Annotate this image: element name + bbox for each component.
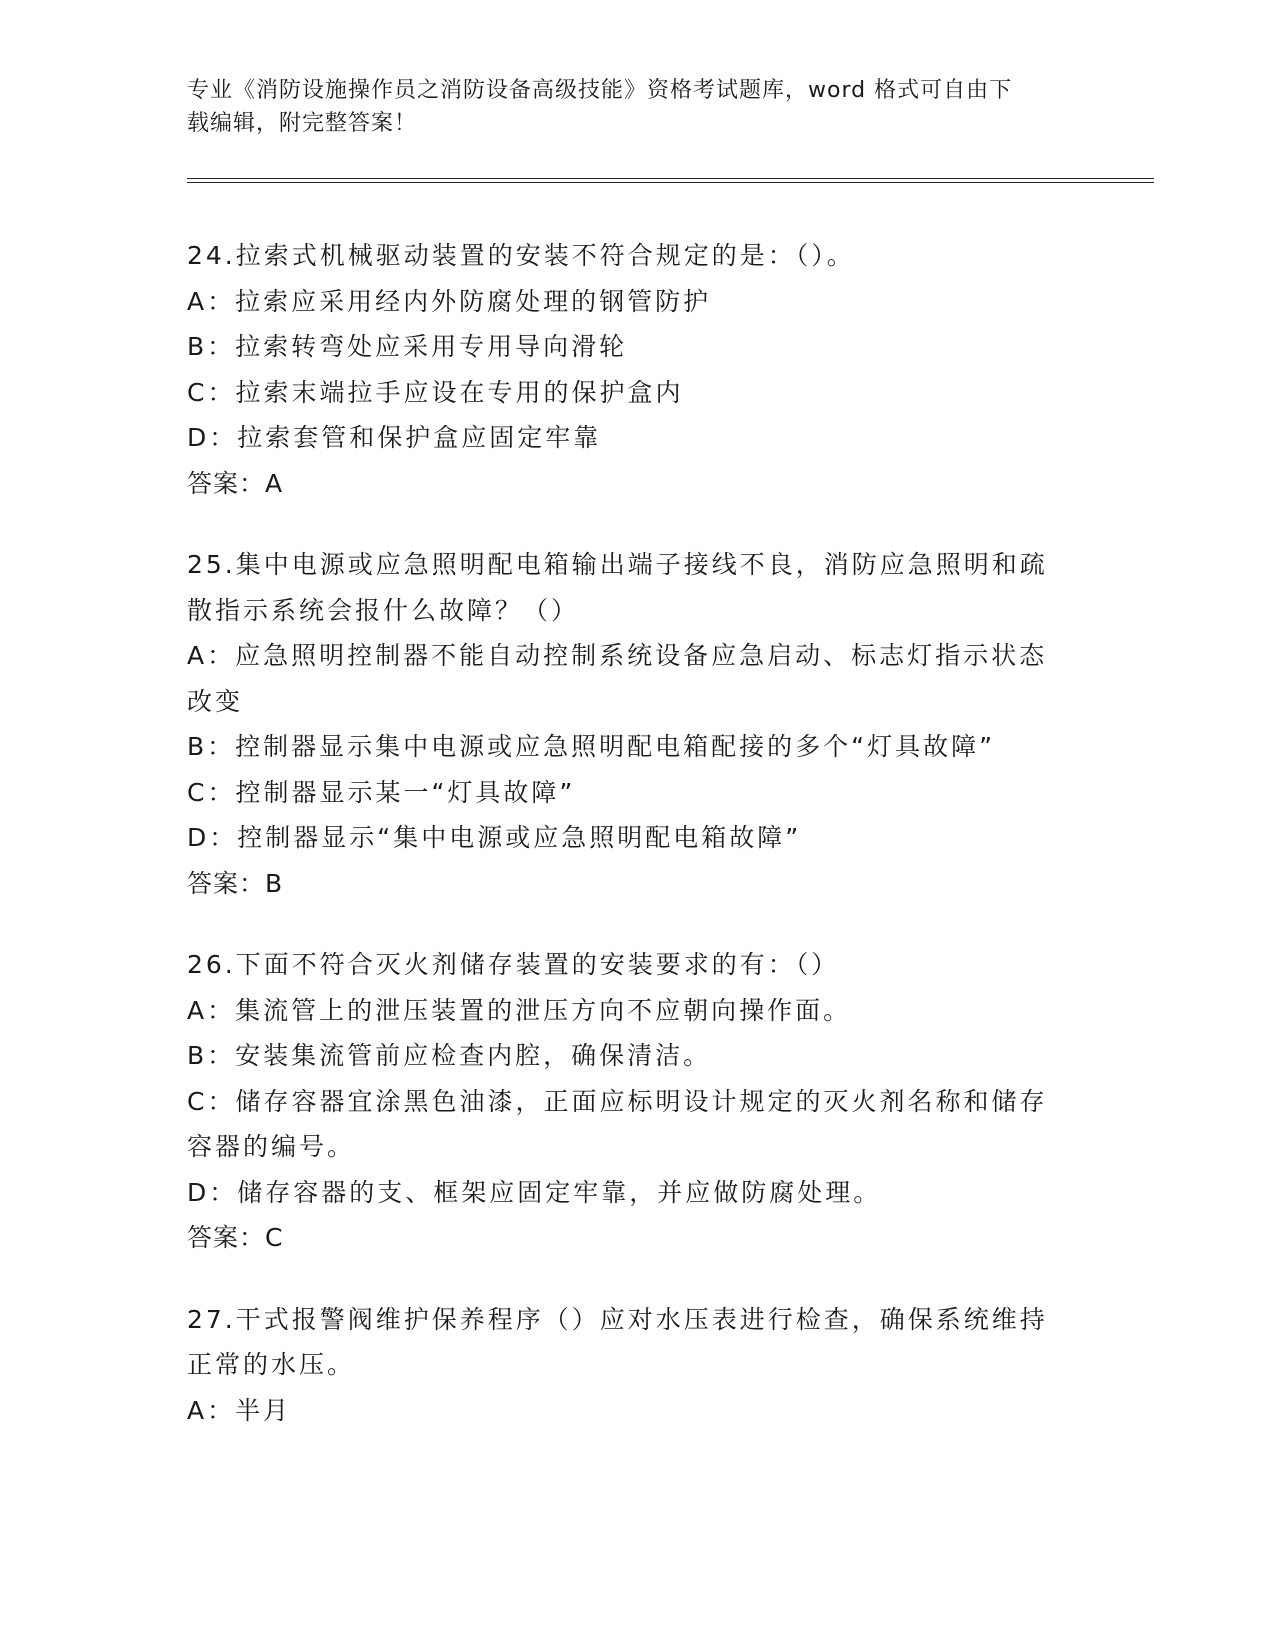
- question-26: [187, 942, 1087, 1261]
- option-d: D：拉索套管和保护盒应固定牢靠: [187, 423, 602, 452]
- option-a: A：半月: [187, 1395, 292, 1425]
- answer: 答案：C: [187, 1223, 284, 1252]
- option-a: A：集流管上的泄压装置的泄压方向不应朝向操作面。: [187, 995, 852, 1025]
- question-list: [187, 233, 1087, 1469]
- question-stem-cont: 正常的水压。: [187, 1350, 356, 1379]
- question-stem-cont: 散指示系统会报什么故障？（）: [187, 595, 580, 625]
- question-27: [187, 1297, 1087, 1434]
- question-stem: 26.下面不符合灭火剂储存装置的安装要求的有：（）: [187, 950, 840, 979]
- option-a-cont: 改变: [187, 686, 244, 716]
- option-c: C：拉索末端拉手应设在专用的保护盒内: [187, 377, 684, 407]
- answer: 答案：B: [187, 868, 284, 898]
- answer: 答案：A: [187, 468, 284, 498]
- option-a: A：拉索应采用经内外防腐处理的钢管防护: [187, 286, 712, 316]
- option-c-cont: 容器的编号。: [187, 1132, 356, 1161]
- option-c: C：储存容器宜涂黑色油漆，正面应标明设计规定的灭火剂名称和储存: [187, 1086, 1048, 1116]
- option-b: B：拉索转弯处应采用专用导向滑轮: [187, 332, 628, 361]
- document-header: [187, 74, 1067, 140]
- option-c: C：控制器显示某一“灯具故障”: [187, 777, 576, 807]
- header-divider: [187, 178, 1154, 183]
- question-25: [187, 542, 1087, 906]
- option-d: D：控制器显示“集中电源或应急照明配电箱故障”: [187, 823, 802, 852]
- option-a: A：应急照明控制器不能自动控制系统设备应急启动、标志灯指示状态: [187, 641, 1048, 670]
- option-b: B：控制器显示集中电源或应急照明配电箱配接的多个“灯具故障”: [187, 732, 996, 761]
- question-stem: 24.拉索式机械驱动装置的安装不符合规定的是：（）。: [187, 241, 855, 270]
- option-b: B：安装集流管前应检查内腔，确保清洁。: [187, 1041, 712, 1070]
- header-line-2: 载编辑，附完整答案！: [187, 111, 418, 136]
- header-line-1: 专业《消防设施操作员之消防设备高级技能》资格考试题库，word 格式可自由下: [187, 78, 1013, 103]
- question-stem: 27.干式报警阀维护保养程序（）应对水压表进行检查，确保系统维持: [187, 1304, 1048, 1334]
- question-24: [187, 233, 1087, 506]
- option-d: D：储存容器的支、框架应固定牢靠，并应做防腐处理。: [187, 1177, 882, 1207]
- question-stem: 25.集中电源或应急照明配电箱输出端子接线不良，消防应急照明和疏: [187, 550, 1048, 579]
